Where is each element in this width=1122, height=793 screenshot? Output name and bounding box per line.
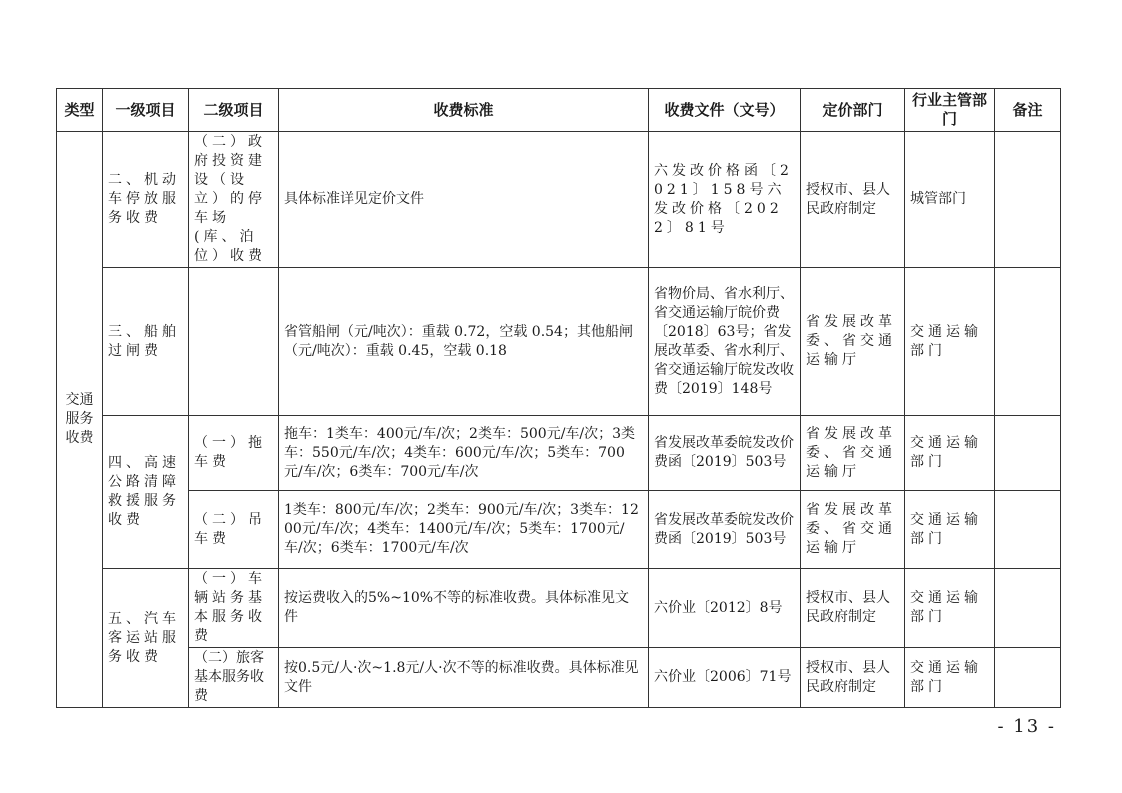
industry-dept-cell: 交通运输部门 [905, 491, 995, 569]
standard-cell: 按0.5元/人·次~1.8元/人·次不等的标准收费。具体标准见文件 [279, 648, 649, 708]
page-number: - 13 - [997, 716, 1056, 737]
pricing-dept-cell: 省发展改革委、省交通运输厅 [801, 268, 905, 416]
table-row [57, 648, 1061, 708]
remark-cell [995, 132, 1061, 268]
industry-dept-cell: 交通运输部门 [905, 416, 995, 491]
table-row [57, 491, 1061, 569]
header-remark: 备注 [995, 89, 1061, 132]
type-cell: 交通服务收费 [57, 132, 103, 708]
remark-cell [995, 569, 1061, 648]
remark-cell [995, 268, 1061, 416]
industry-dept-cell: 城管部门 [905, 132, 995, 268]
level1-cell: 五、汽车客运站服务收费 [103, 569, 189, 708]
remark-cell [995, 491, 1061, 569]
header-document: 收费文件（文号） [649, 89, 801, 132]
pricing-dept-cell: 授权市、县人民政府制定 [801, 569, 905, 648]
table-row [57, 569, 1061, 648]
standard-cell: 具体标准详见定价文件 [279, 132, 649, 268]
pricing-dept-cell: 授权市、县人民政府制定 [801, 132, 905, 268]
fee-table [56, 88, 1061, 708]
header-industry-dept: 行业主管部门 [905, 89, 995, 132]
level2-cell: （二）旅客基本服务收费 [189, 648, 279, 708]
level2-cell: （一）拖车费 [189, 416, 279, 491]
document-cell: 省物价局、省水利厅、省交通运输厅皖价费〔2018〕63号；省发展改革委、省水利厅、省交通运输厅皖发改收费〔2019〕148号 [649, 268, 801, 416]
standard-cell: 省管船闸（元/吨次）：重载 0.72，空载 0.54；其他船闸（元/吨次）：重载 0.45，空载 0.18 [279, 268, 649, 416]
document-cell: 省发展改革委皖发改价费函〔2019〕503号 [649, 491, 801, 569]
level1-cell: 三、船舶过闸费 [103, 268, 189, 416]
industry-dept-cell: 交通运输部门 [905, 268, 995, 416]
header-type: 类型 [57, 89, 103, 132]
remark-cell [995, 416, 1061, 491]
header-standard: 收费标准 [279, 89, 649, 132]
table-row [57, 268, 1061, 416]
level2-cell: （一）车辆站务基本服务收费 [189, 569, 279, 648]
standard-cell: 拖车：1类车：400元/车/次；2类车：500元/车/次；3类车：550元/车/次；4类车：600元/车/次；5类车：700元/车/次；6类车：700元/车/次 [279, 416, 649, 491]
table-row [57, 416, 1061, 491]
standard-cell: 按运费收入的5%~10%不等的标准收费。具体标准见文件 [279, 569, 649, 648]
header-level2: 二级项目 [189, 89, 279, 132]
remark-cell [995, 648, 1061, 708]
pricing-dept-cell: 省发展改革委、省交通运输厅 [801, 491, 905, 569]
pricing-dept-cell: 省发展改革委、省交通运输厅 [801, 416, 905, 491]
header-level1: 一级项目 [103, 89, 189, 132]
pricing-dept-cell: 授权市、县人民政府制定 [801, 648, 905, 708]
document-cell: 六价业〔2006〕71号 [649, 648, 801, 708]
document-cell: 六价业〔2012〕8号 [649, 569, 801, 648]
document-cell: 六发改价格函〔2021〕158号六发改价格〔2022〕81号 [649, 132, 801, 268]
industry-dept-cell: 交通运输部门 [905, 569, 995, 648]
level2-cell [189, 268, 279, 416]
level2-cell: （二）政府投资建设（设立）的停车场(库、泊位）收费 [189, 132, 279, 268]
level1-cell: 二、机动车停放服务收费 [103, 132, 189, 268]
table-row [57, 132, 1061, 268]
header-row [57, 89, 1061, 132]
industry-dept-cell: 交通运输部门 [905, 648, 995, 708]
level2-cell: （二）吊车费 [189, 491, 279, 569]
header-pricing-dept: 定价部门 [801, 89, 905, 132]
level1-cell: 四、高速公路清障救援服务收费 [103, 416, 189, 569]
document-cell: 省发展改革委皖发改价费函〔2019〕503号 [649, 416, 801, 491]
standard-cell: 1类车：800元/车/次；2类车：900元/车/次；3类车：1200元/车/次；4类车：1400元/车/次；5类车：1700元/车/次；6类车：1700元/车/次 [279, 491, 649, 569]
